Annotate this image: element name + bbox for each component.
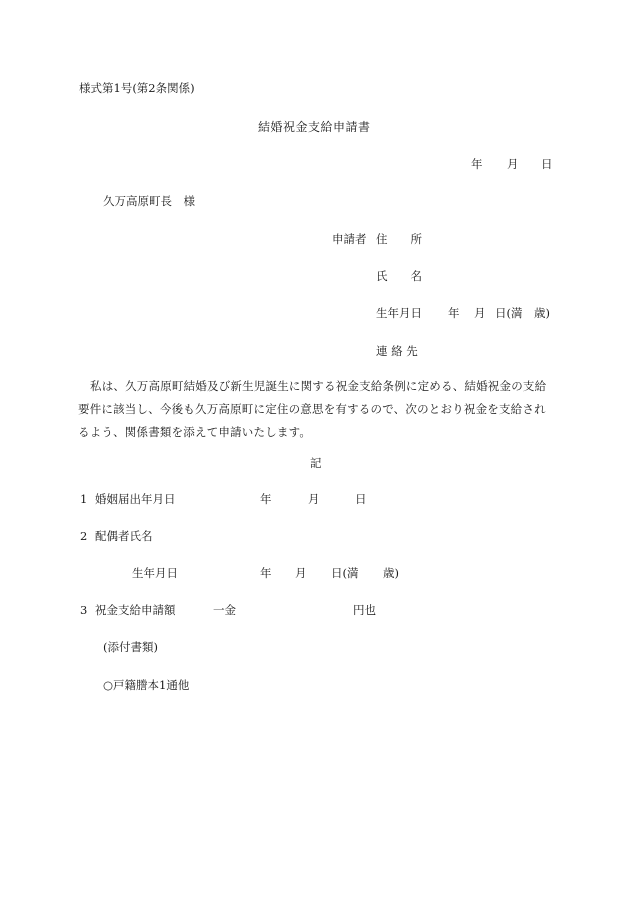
spouse-age: 歳): [383, 566, 399, 580]
date-day: 日: [541, 157, 553, 171]
birthdate-label: 生年月日: [376, 306, 422, 320]
birthdate-age: 歳): [534, 306, 550, 320]
spouse-birth-year: 年: [260, 566, 272, 580]
spouse-birth-day: 日(満: [331, 566, 359, 580]
page-title: 結婚祝金支給申請書: [258, 120, 371, 134]
marriage-month: 月: [308, 492, 320, 506]
applicant-heading: 申請者: [332, 232, 367, 246]
item-number: 1: [80, 492, 88, 506]
addressee: 久万高原町長 様: [103, 194, 195, 208]
item-number: 3: [80, 603, 88, 617]
birthdate-day: 日(満: [495, 306, 523, 320]
amount-suffix: 円也: [353, 603, 376, 617]
date-month: 月: [507, 157, 519, 171]
ki-heading: 記: [310, 456, 322, 470]
marriage-day: 日: [355, 492, 367, 506]
item-label: 配偶者氏名: [95, 529, 153, 543]
marriage-year: 年: [260, 492, 272, 506]
form-number: 様式第1号(第2条関係): [79, 81, 195, 95]
attachments-heading: (添付書類): [103, 640, 158, 654]
attachment-item: ○戸籍謄本1通他: [103, 678, 190, 692]
contact-label: 連 絡 先: [376, 344, 418, 358]
name-label: 氏 名: [376, 269, 422, 283]
item-label: 婚姻届出年月日: [95, 492, 176, 506]
amount-prefix: 一金: [213, 603, 236, 617]
date-year: 年: [471, 157, 483, 171]
spouse-birth-month: 月: [295, 566, 307, 580]
body-paragraph: 私は、久万高原町結婚及び新生児誕生に関する祝金支給条例に定める、結婚祝金の支給要件に該当し、今後も久万高原町に定住の意思を有するので、次のとおり祝金を支給されるよう、関係書類を添えて申請いたします。: [78, 379, 547, 439]
item-number: 2: [80, 529, 88, 543]
address-label: 住 所: [376, 232, 422, 246]
birthdate-year: 年: [448, 306, 460, 320]
item-label: 祝金支給申請額: [95, 603, 176, 617]
spouse-birth-label: 生年月日: [132, 566, 178, 580]
birthdate-month: 月: [474, 306, 486, 320]
